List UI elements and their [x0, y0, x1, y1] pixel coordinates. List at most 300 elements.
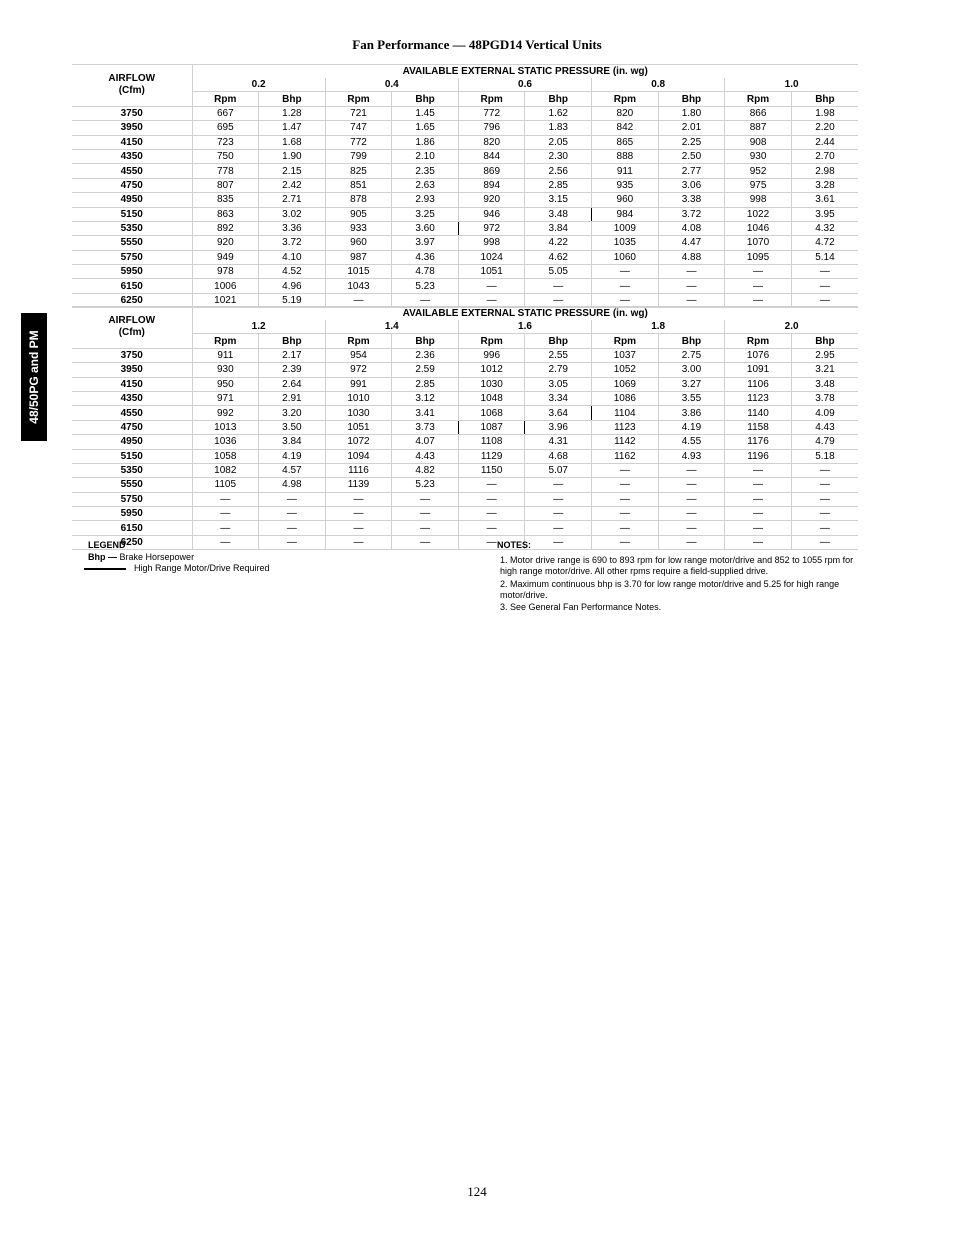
bhp-cell: 4.62 — [525, 250, 592, 264]
bhp-cell: 4.72 — [791, 236, 858, 250]
bhp-cell: — — [658, 535, 725, 549]
airflow-cell: 3950 — [72, 363, 192, 377]
rpm-cell: 1069 — [592, 377, 659, 391]
bhp-cell: 2.77 — [658, 164, 725, 178]
rpm-cell: 892 — [192, 221, 259, 235]
rpm-cell: 1021 — [192, 293, 259, 307]
bhp-cell: 4.10 — [259, 250, 326, 264]
rpm-cell: 1150 — [458, 463, 525, 477]
pressure-col-2: 0.6 — [458, 78, 591, 92]
bhp-cell: 2.25 — [658, 135, 725, 149]
bhp-cell: 5.14 — [791, 250, 858, 264]
bhp-cell: 5.19 — [259, 293, 326, 307]
pressure-col-2: 1.6 — [458, 320, 591, 334]
bhp-cell: 2.93 — [392, 193, 459, 207]
rpm-cell: 1051 — [325, 420, 392, 434]
note-2: 2. Maximum continuous bhp is 3.70 for low range motor/drive and 5.25 for high range motor/drive. — [500, 578, 840, 600]
bhp-cell: 2.59 — [392, 363, 459, 377]
pressure-header: AVAILABLE EXTERNAL STATIC PRESSURE (in. wg) — [192, 65, 858, 79]
high-range-line-icon — [84, 568, 126, 570]
rpm-cell: 1196 — [725, 449, 792, 463]
table-row — [72, 348, 858, 362]
rpm-cell: 1142 — [592, 435, 659, 449]
bhp-cell: 4.96 — [259, 279, 326, 293]
legend-heading: LEGEND — [88, 540, 126, 550]
note-3: 3. See General Fan Performance Notes. — [500, 602, 662, 613]
bhp-cell: 2.36 — [392, 348, 459, 362]
rpm-cell: — — [592, 463, 659, 477]
bhp-cell: — — [658, 293, 725, 307]
rpm-cell: 1105 — [192, 478, 259, 492]
rpm-cell: — — [725, 463, 792, 477]
bhp-cell: 3.86 — [658, 406, 725, 420]
bhp-cell: 3.48 — [525, 207, 592, 221]
bhp-cell: 3.15 — [525, 193, 592, 207]
bhp-cell: — — [658, 463, 725, 477]
legend-line-entry — [88, 563, 270, 575]
rpm-cell: — — [592, 521, 659, 535]
bhp-cell: 4.43 — [791, 420, 858, 434]
bhp-cell: 2.17 — [259, 348, 326, 362]
bhp-cell: 4.09 — [791, 406, 858, 420]
pressure-col-1: 0.4 — [325, 78, 458, 92]
bhp-cell: 4.82 — [392, 463, 459, 477]
bhp-cell: 3.84 — [525, 221, 592, 235]
rpm-cell: — — [592, 507, 659, 521]
bhp-cell: — — [525, 279, 592, 293]
rpm-cell: 998 — [458, 236, 525, 250]
bhp-cell: 3.41 — [392, 406, 459, 420]
rpm-cell: 1037 — [592, 348, 659, 362]
bhp-cell: — — [259, 507, 326, 521]
bhp-cell: 4.36 — [392, 250, 459, 264]
bhp-cell: 1.68 — [259, 135, 326, 149]
bhp-cell: — — [791, 463, 858, 477]
note-1: 1. Motor drive range is 690 to 893 rpm for low range motor/drive and 852 to 1055 rpm for high range motor/drive. All other rpms require a field-supplied drive. — [500, 555, 854, 577]
rpm-cell: — — [458, 478, 525, 492]
rpm-header: Rpm — [592, 92, 659, 106]
page-number: 124 — [467, 1184, 487, 1199]
bhp-cell: 3.96 — [525, 420, 592, 434]
notes-heading: NOTES: — [497, 540, 532, 550]
bhp-cell: 4.88 — [658, 250, 725, 264]
rpm-cell: 865 — [592, 135, 659, 149]
legend-bhp-entry — [88, 552, 270, 564]
bhp-cell: 3.73 — [392, 420, 459, 434]
rpm-cell: — — [725, 293, 792, 307]
bhp-cell: 3.95 — [791, 207, 858, 221]
bhp-cell: 4.78 — [392, 265, 459, 279]
rpm-cell: — — [725, 492, 792, 506]
bhp-cell: 2.91 — [259, 391, 326, 405]
rpm-cell: — — [725, 265, 792, 279]
airflow-cell: 5150 — [72, 207, 192, 221]
rpm-cell: 1009 — [592, 221, 659, 235]
rpm-cell: 772 — [458, 106, 525, 120]
rpm-cell: 835 — [192, 193, 259, 207]
rpm-cell: — — [592, 265, 659, 279]
rpm-cell: 978 — [192, 265, 259, 279]
legend-abbr-def: Brake Horsepower — [119, 551, 195, 562]
rpm-cell: 971 — [192, 391, 259, 405]
table-row — [72, 207, 858, 221]
bhp-cell: 3.78 — [791, 391, 858, 405]
rpm-cell: 996 — [458, 348, 525, 362]
rpm-cell: 1087 — [458, 420, 525, 434]
rpm-cell: 1108 — [458, 435, 525, 449]
bhp-cell: 2.56 — [525, 164, 592, 178]
rpm-cell: 1046 — [725, 221, 792, 235]
rpm-cell: 930 — [192, 363, 259, 377]
airflow-cell: 4550 — [72, 164, 192, 178]
rpm-cell: 1051 — [458, 265, 525, 279]
bhp-cell: 3.00 — [658, 363, 725, 377]
legend-dash: — — [108, 551, 118, 562]
rpm-header: Rpm — [458, 334, 525, 348]
table-row — [72, 135, 858, 149]
rpm-cell: 975 — [725, 178, 792, 192]
rpm-cell: 894 — [458, 178, 525, 192]
bhp-cell: 3.21 — [791, 363, 858, 377]
rpm-cell: 1068 — [458, 406, 525, 420]
bhp-cell: 2.39 — [259, 363, 326, 377]
rpm-cell: 1162 — [592, 449, 659, 463]
rpm-cell: 987 — [325, 250, 392, 264]
rpm-cell: — — [458, 535, 525, 549]
bhp-cell: 2.71 — [259, 193, 326, 207]
bhp-cell: 3.48 — [791, 377, 858, 391]
rpm-cell: 799 — [325, 149, 392, 163]
rpm-cell: — — [725, 279, 792, 293]
table-row — [72, 463, 858, 477]
rpm-cell: 863 — [192, 207, 259, 221]
rpm-cell: 991 — [325, 377, 392, 391]
rpm-header: Rpm — [725, 334, 792, 348]
rpm-cell: 1129 — [458, 449, 525, 463]
rpm-cell: — — [458, 293, 525, 307]
rpm-cell: 866 — [725, 106, 792, 120]
bhp-cell: 1.45 — [392, 106, 459, 120]
rpm-header: Rpm — [325, 92, 392, 106]
bhp-cell: 2.85 — [525, 178, 592, 192]
airflow-cell: 4350 — [72, 149, 192, 163]
rpm-cell: 1139 — [325, 478, 392, 492]
bhp-cell: — — [658, 521, 725, 535]
bhp-cell: — — [791, 478, 858, 492]
bhp-cell: — — [525, 492, 592, 506]
rpm-cell: 796 — [458, 121, 525, 135]
table-row — [72, 363, 858, 377]
airflow-cell: 6150 — [72, 279, 192, 293]
rpm-cell: — — [458, 279, 525, 293]
bhp-cell: 4.31 — [525, 435, 592, 449]
pressure-col-0: 1.2 — [192, 320, 325, 334]
bhp-header: Bhp — [525, 334, 592, 348]
notes — [497, 540, 867, 614]
bhp-cell: 2.64 — [259, 377, 326, 391]
table-row — [72, 478, 858, 492]
rpm-cell: 1012 — [458, 363, 525, 377]
table-row — [72, 420, 858, 434]
bhp-cell: 4.93 — [658, 449, 725, 463]
table-row — [72, 507, 858, 521]
rpm-cell: 933 — [325, 221, 392, 235]
pressure-col-3: 0.8 — [592, 78, 725, 92]
rpm-cell: — — [725, 521, 792, 535]
airflow-header-line1: AIRFLOW — [108, 315, 156, 327]
bhp-cell: 1.28 — [259, 106, 326, 120]
table-row — [72, 521, 858, 535]
rpm-cell: — — [325, 293, 392, 307]
rpm-cell: — — [458, 492, 525, 506]
airflow-cell: 4750 — [72, 178, 192, 192]
section-side-tab — [21, 313, 47, 441]
bhp-cell: — — [658, 492, 725, 506]
rpm-cell: 888 — [592, 149, 659, 163]
rpm-cell: — — [725, 507, 792, 521]
rpm-cell: 972 — [325, 363, 392, 377]
bhp-cell: 3.72 — [259, 236, 326, 250]
rpm-cell: 950 — [192, 377, 259, 391]
bhp-cell: 2.79 — [525, 363, 592, 377]
bhp-cell: — — [658, 265, 725, 279]
bhp-cell: 4.08 — [658, 221, 725, 235]
rpm-header: Rpm — [458, 92, 525, 106]
bhp-cell: 4.19 — [658, 420, 725, 434]
bhp-cell: 3.64 — [525, 406, 592, 420]
airflow-cell: 3950 — [72, 121, 192, 135]
bhp-header: Bhp — [392, 334, 459, 348]
fan-performance-table-high — [72, 306, 858, 550]
bhp-cell: 1.83 — [525, 121, 592, 135]
airflow-cell: 6250 — [72, 535, 192, 549]
bhp-header: Bhp — [658, 92, 725, 106]
rpm-cell: 930 — [725, 149, 792, 163]
bhp-cell: 3.06 — [658, 178, 725, 192]
legend-line-def: High Range Motor/Drive Required — [134, 563, 270, 573]
rpm-cell: 935 — [592, 178, 659, 192]
rpm-cell: 820 — [458, 135, 525, 149]
bhp-cell: — — [525, 507, 592, 521]
rpm-cell: 920 — [192, 236, 259, 250]
rpm-cell: 1104 — [592, 406, 659, 420]
bhp-cell: 3.34 — [525, 391, 592, 405]
pressure-col-4: 2.0 — [725, 320, 858, 334]
bhp-cell: — — [791, 521, 858, 535]
rpm-cell: 1035 — [592, 236, 659, 250]
bhp-cell: 3.72 — [658, 207, 725, 221]
airflow-cell: 4950 — [72, 193, 192, 207]
bhp-cell: — — [658, 279, 725, 293]
rpm-header: Rpm — [325, 334, 392, 348]
airflow-cell: 4150 — [72, 135, 192, 149]
rpm-cell: 1116 — [325, 463, 392, 477]
rpm-cell: 723 — [192, 135, 259, 149]
table-row — [72, 149, 858, 163]
bhp-cell: — — [658, 478, 725, 492]
rpm-cell: 1030 — [458, 377, 525, 391]
bhp-cell: 3.55 — [658, 391, 725, 405]
rpm-cell: — — [192, 535, 259, 549]
rpm-cell: — — [725, 535, 792, 549]
bhp-cell: 5.07 — [525, 463, 592, 477]
bhp-cell: 5.23 — [392, 279, 459, 293]
bhp-cell: 3.02 — [259, 207, 326, 221]
pressure-col-0: 0.2 — [192, 78, 325, 92]
rpm-cell: — — [325, 492, 392, 506]
rpm-cell: 1140 — [725, 406, 792, 420]
airflow-cell: 4550 — [72, 406, 192, 420]
rpm-cell: — — [192, 492, 259, 506]
bhp-cell: 1.65 — [392, 121, 459, 135]
bhp-cell: 4.32 — [791, 221, 858, 235]
rpm-cell: 1158 — [725, 420, 792, 434]
bhp-cell: 3.20 — [259, 406, 326, 420]
rpm-cell: — — [458, 521, 525, 535]
airflow-cell: 5750 — [72, 492, 192, 506]
bhp-cell: 1.80 — [658, 106, 725, 120]
bhp-cell: 2.10 — [392, 149, 459, 163]
bhp-cell: 1.62 — [525, 106, 592, 120]
rpm-header: Rpm — [592, 334, 659, 348]
legend — [88, 540, 270, 575]
bhp-cell: 4.79 — [791, 435, 858, 449]
table-row — [72, 377, 858, 391]
page-title: Fan Performance — 48PGD14 Vertical Units — [352, 37, 602, 52]
table-row — [72, 435, 858, 449]
bhp-cell: 2.01 — [658, 121, 725, 135]
airflow-cell: 5550 — [72, 236, 192, 250]
rpm-cell: 949 — [192, 250, 259, 264]
airflow-cell: 6150 — [72, 521, 192, 535]
bhp-cell: 2.50 — [658, 149, 725, 163]
rpm-cell: 1095 — [725, 250, 792, 264]
airflow-cell: 4950 — [72, 435, 192, 449]
rpm-cell: 952 — [725, 164, 792, 178]
rpm-cell: 1013 — [192, 420, 259, 434]
rpm-cell: 960 — [592, 193, 659, 207]
bhp-cell: 4.47 — [658, 236, 725, 250]
rpm-cell: — — [592, 535, 659, 549]
airflow-cell: 5550 — [72, 478, 192, 492]
rpm-cell: 1058 — [192, 449, 259, 463]
rpm-cell: 825 — [325, 164, 392, 178]
table-row — [72, 236, 858, 250]
rpm-cell: 946 — [458, 207, 525, 221]
table-row — [72, 121, 858, 135]
rpm-cell: 1060 — [592, 250, 659, 264]
bhp-cell: — — [525, 293, 592, 307]
bhp-header: Bhp — [259, 92, 326, 106]
bhp-cell: 3.36 — [259, 221, 326, 235]
bhp-cell: 3.27 — [658, 377, 725, 391]
rpm-cell: 1052 — [592, 363, 659, 377]
bhp-cell: 2.42 — [259, 178, 326, 192]
airflow-cell: 6250 — [72, 293, 192, 307]
rpm-cell: 905 — [325, 207, 392, 221]
rpm-cell: 920 — [458, 193, 525, 207]
airflow-cell: 4750 — [72, 420, 192, 434]
rpm-cell: 1082 — [192, 463, 259, 477]
rpm-cell: 1015 — [325, 265, 392, 279]
bhp-cell: 1.47 — [259, 121, 326, 135]
rpm-cell: — — [592, 293, 659, 307]
bhp-header: Bhp — [392, 92, 459, 106]
airflow-cell: 5950 — [72, 507, 192, 521]
bhp-header: Bhp — [791, 92, 858, 106]
bhp-cell: 5.23 — [392, 478, 459, 492]
rpm-cell: 911 — [592, 164, 659, 178]
bhp-cell: 4.43 — [392, 449, 459, 463]
airflow-cell: 5350 — [72, 221, 192, 235]
legend-abbr: Bhp — [88, 551, 106, 562]
airflow-header-line2: (Cfm) — [118, 327, 145, 339]
rpm-cell: 1086 — [592, 391, 659, 405]
rpm-cell: 851 — [325, 178, 392, 192]
bhp-cell: 3.97 — [392, 236, 459, 250]
bhp-header: Bhp — [525, 92, 592, 106]
rpm-cell: 911 — [192, 348, 259, 362]
rpm-cell: — — [325, 535, 392, 549]
fan-performance-table-low — [72, 64, 858, 308]
airflow-cell: 5750 — [72, 250, 192, 264]
airflow-cell: 5950 — [72, 265, 192, 279]
airflow-cell: 5350 — [72, 463, 192, 477]
rpm-cell: 954 — [325, 348, 392, 362]
airflow-cell: 3750 — [72, 348, 192, 362]
rpm-cell: 1010 — [325, 391, 392, 405]
table-row — [72, 193, 858, 207]
bhp-cell: 2.75 — [658, 348, 725, 362]
bhp-cell: — — [392, 293, 459, 307]
bhp-header: Bhp — [658, 334, 725, 348]
rpm-cell: 1076 — [725, 348, 792, 362]
bhp-cell: 2.20 — [791, 121, 858, 135]
rpm-cell: — — [458, 507, 525, 521]
rpm-cell: 772 — [325, 135, 392, 149]
bhp-cell: 4.22 — [525, 236, 592, 250]
airflow-header-line2: (Cfm) — [118, 85, 145, 97]
bhp-cell: — — [259, 521, 326, 535]
bhp-cell: — — [392, 521, 459, 535]
rpm-cell: — — [725, 478, 792, 492]
table-row — [72, 279, 858, 293]
bhp-cell: — — [791, 279, 858, 293]
bhp-cell: 3.25 — [392, 207, 459, 221]
table-row — [72, 406, 858, 420]
bhp-cell: — — [392, 535, 459, 549]
rpm-cell: 807 — [192, 178, 259, 192]
bhp-cell: 2.30 — [525, 149, 592, 163]
rpm-cell: 1022 — [725, 207, 792, 221]
rpm-cell: 1070 — [725, 236, 792, 250]
rpm-cell: — — [325, 507, 392, 521]
table-row — [72, 221, 858, 235]
pressure-header: AVAILABLE EXTERNAL STATIC PRESSURE (in. wg) — [192, 307, 858, 321]
bhp-cell: — — [791, 293, 858, 307]
airflow-cell: 4150 — [72, 377, 192, 391]
rpm-cell: 998 — [725, 193, 792, 207]
rpm-cell: 1072 — [325, 435, 392, 449]
rpm-cell: 908 — [725, 135, 792, 149]
bhp-cell: 2.05 — [525, 135, 592, 149]
rpm-cell: 721 — [325, 106, 392, 120]
side-tab-label: 48/50PG and PM — [27, 330, 41, 424]
rpm-cell: 960 — [325, 236, 392, 250]
rpm-cell: 1106 — [725, 377, 792, 391]
bhp-cell: 3.84 — [259, 435, 326, 449]
bhp-cell: 2.55 — [525, 348, 592, 362]
